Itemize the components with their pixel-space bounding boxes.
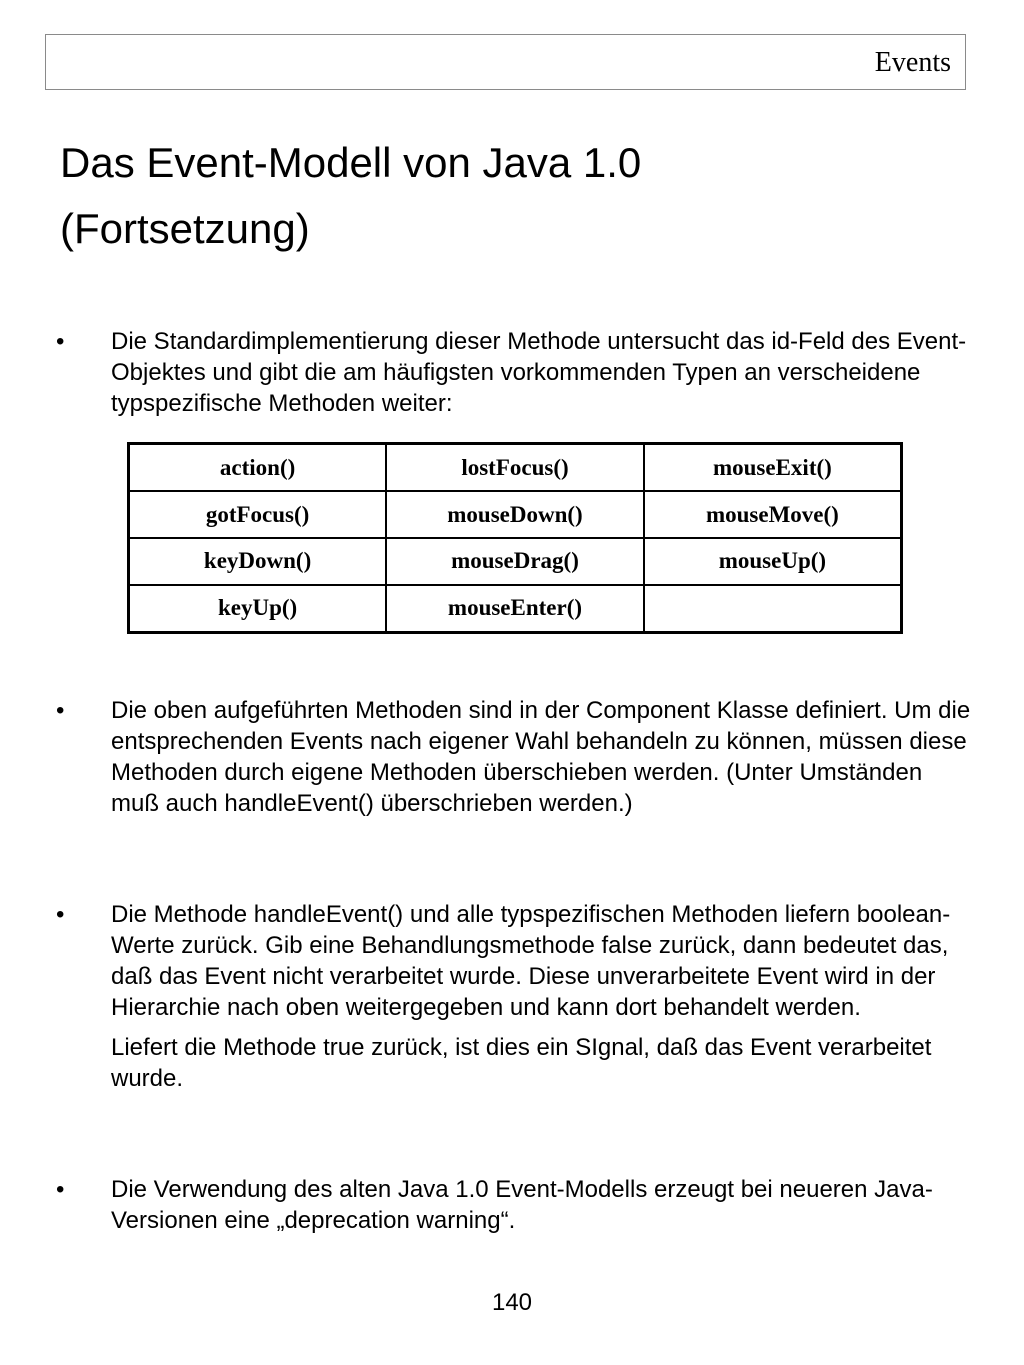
bullet-item (56, 899, 976, 1094)
table-cell: lostFocus() (386, 444, 644, 492)
slide-title-line-1: Das Event-Modell von Java 1.0 (60, 139, 642, 186)
bullet-icon: • (56, 1176, 65, 1203)
bullet-icon: • (56, 328, 65, 355)
bullet-icon: • (56, 901, 65, 928)
table-row (129, 444, 902, 492)
slide-title (60, 130, 960, 262)
table-cell: gotFocus() (129, 491, 387, 538)
table-row (129, 585, 902, 633)
slide-title-line-2: (Fortsetzung) (60, 205, 310, 252)
table-cell: mouseDrag() (386, 538, 644, 585)
bullet-paragraph: Die Standardimplementierung dieser Methode untersucht das id-Feld des Event-Objektes und gibt die am häufigsten vorkommenden Typen an verscheidene typspezifische Methoden weiter: (111, 328, 967, 417)
table-cell: keyDown() (129, 538, 387, 585)
bullet-item (56, 1174, 976, 1236)
bullet-text (111, 326, 976, 419)
table-cell: mouseEnter() (386, 585, 644, 633)
bullet-icon: • (56, 697, 65, 724)
table-cell: mouseMove() (644, 491, 902, 538)
table-row (129, 538, 902, 585)
table-row (129, 491, 902, 538)
table-cell: mouseExit() (644, 444, 902, 492)
bullet-paragraph: Die Methode handleEvent() und alle typspezifischen Methoden liefern boolean-Werte zurück. Gib eine Behandlungsmethode false zurück, dann bedeutet das, daß das Event nicht verarbeitet wurde. Diese unverarbeitete Event wird in der Hierarchie nach oben weitergegeben und kann dort behandelt werden. (111, 901, 951, 1021)
bullet-text (111, 899, 976, 1094)
table-cell: action() (129, 444, 387, 492)
bullet-item (56, 326, 976, 419)
methods-table (127, 442, 903, 634)
table-cell (644, 585, 902, 633)
table-cell: mouseUp() (644, 538, 902, 585)
bullet-paragraph: Liefert die Methode true zurück, ist dies ein SIgnal, daß das Event verarbeitet wurde. (111, 1034, 932, 1092)
bullet-item (56, 695, 976, 819)
section-label: Events (874, 47, 951, 78)
page-number: 140 (491, 1289, 533, 1316)
bullet-text (111, 695, 976, 819)
table-cell: mouseDown() (386, 491, 644, 538)
bullet-text (111, 1174, 976, 1236)
table-cell: keyUp() (129, 585, 387, 633)
bullet-paragraph: Die oben aufgeführten Methoden sind in der Component Klasse definiert. Um die entsprechenden Events nach eigener Wahl behandeln zu können, müssen diese Methoden durch eigene Methoden überschieben werden. (Unter Umständen muß auch handleEvent() überschrieben werden.) (111, 697, 971, 817)
header-box (45, 34, 966, 90)
bullet-paragraph: Die Verwendung des alten Java 1.0 Event-Modells erzeugt bei neueren Java-Versionen eine „deprecation warning“. (111, 1176, 933, 1234)
